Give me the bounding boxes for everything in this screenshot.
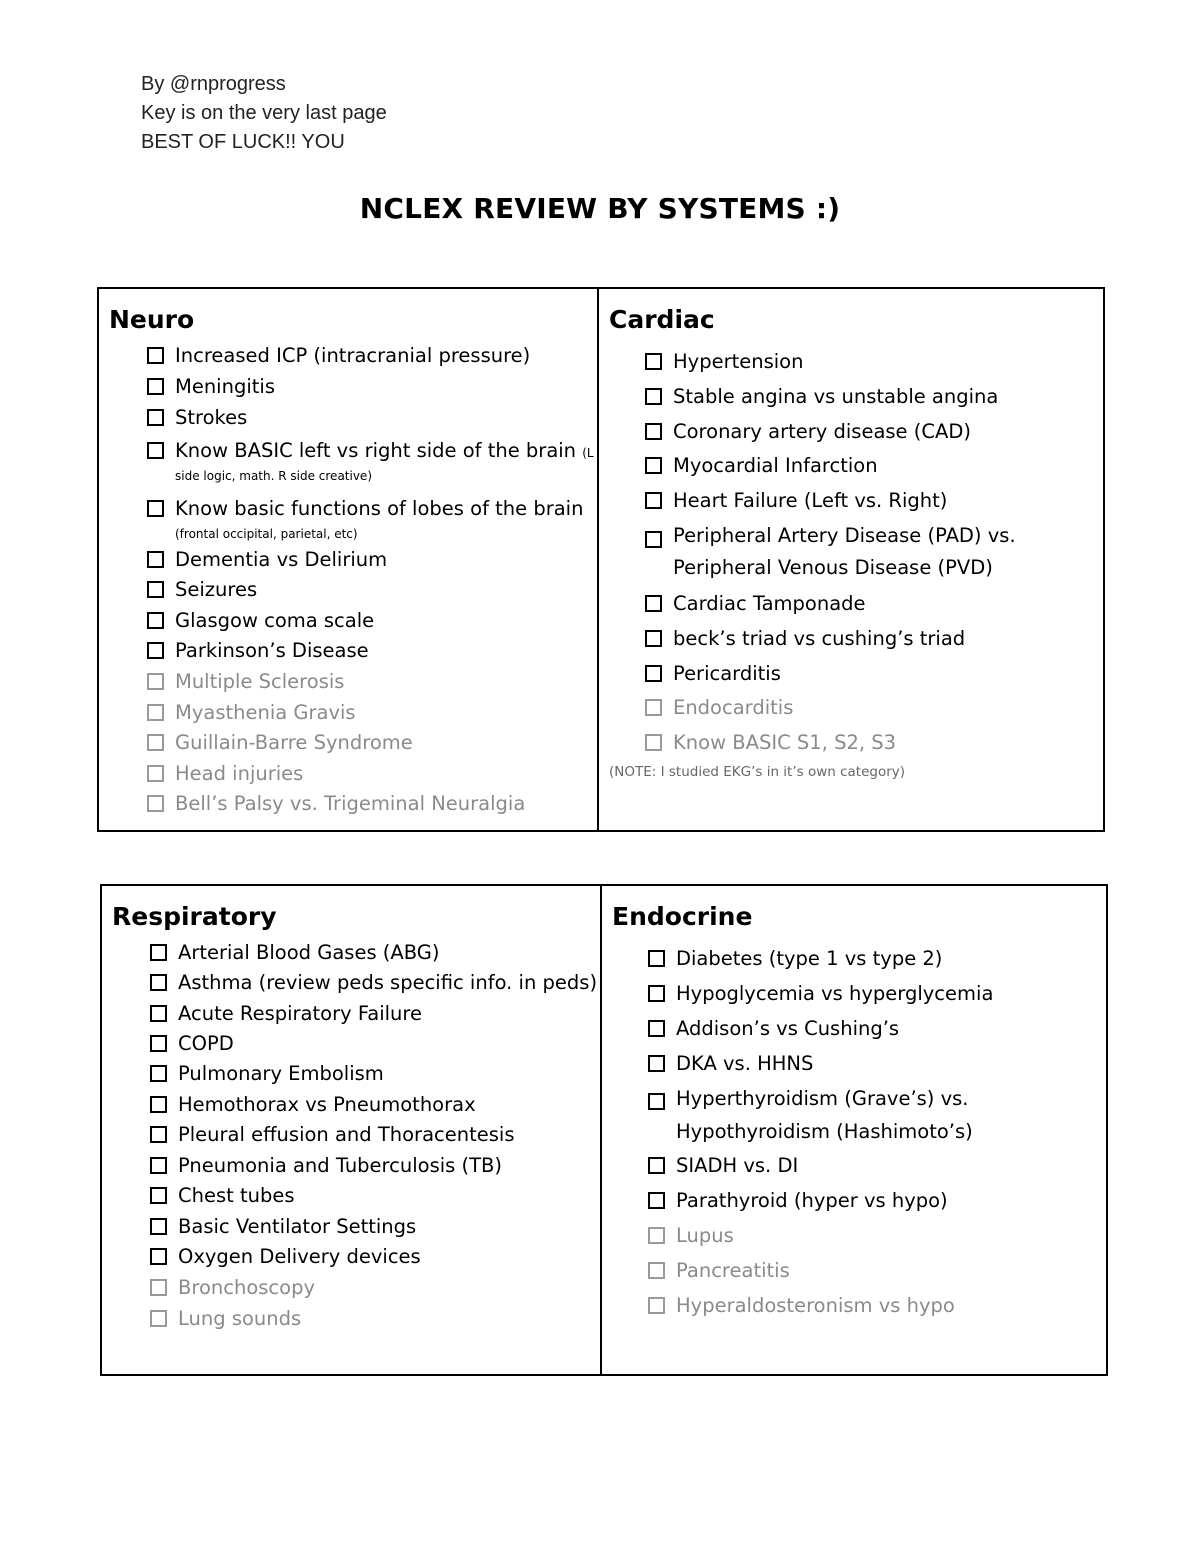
checkbox-icon[interactable] (648, 985, 665, 1002)
list-item[interactable]: Know BASIC S1, S2, S3 (645, 731, 1016, 764)
list-item[interactable]: Know BASIC left vs right side of the brain (L side logic, math. R side creative) (147, 439, 594, 497)
checkbox-icon[interactable] (645, 665, 662, 682)
checkbox-icon[interactable] (645, 734, 662, 751)
checkbox-icon[interactable] (150, 1187, 167, 1204)
list-item[interactable]: Stable angina vs unstable angina (645, 385, 1016, 420)
checkbox-icon[interactable] (147, 347, 164, 364)
list-item[interactable]: Cardiac Tamponade (645, 592, 1016, 627)
checkbox-icon[interactable] (147, 551, 164, 568)
respiratory-list (150, 941, 597, 1337)
author-line: By @rnprogress (141, 73, 286, 95)
checkbox-icon[interactable] (147, 409, 164, 426)
checkbox-icon[interactable] (150, 974, 167, 991)
header (141, 70, 387, 157)
checkbox-icon[interactable] (147, 581, 164, 598)
list-item[interactable]: Bronchoscopy (150, 1276, 597, 1307)
list-item[interactable]: Diabetes (type 1 vs type 2) (648, 947, 993, 982)
neuro-list (147, 344, 594, 822)
list-item[interactable]: Know basic functions of lobes of the brain (frontal occipital, parietal, etc) (147, 497, 594, 548)
list-item[interactable]: Dementia vs Delirium (147, 548, 594, 578)
checkbox-icon[interactable] (648, 1157, 665, 1174)
checkbox-icon[interactable] (147, 734, 164, 751)
checkbox-icon[interactable] (645, 595, 662, 612)
good-luck-line: BEST OF LUCK!! YOU (141, 131, 345, 153)
list-item[interactable]: Increased ICP (intracranial pressure) (147, 344, 594, 375)
endocrine-list (648, 947, 993, 1329)
list-item[interactable]: Parathyroid (hyper vs hypo) (648, 1189, 993, 1224)
checkbox-icon[interactable] (147, 442, 164, 459)
list-item[interactable]: Pancreatitis (648, 1259, 993, 1294)
list-item[interactable]: Glasgow coma scale (147, 609, 594, 639)
list-item[interactable]: Peripheral Artery Disease (PAD) vs. Peripheral Venous Disease (PVD) (645, 524, 1016, 592)
checkbox-icon[interactable] (648, 1262, 665, 1279)
list-item[interactable]: Multiple Sclerosis (147, 670, 594, 701)
checkbox-icon[interactable] (150, 1279, 167, 1296)
list-item[interactable]: Bell’s Palsy vs. Trigeminal Neuralgia (147, 792, 594, 822)
respiratory-title: Respiratory (112, 902, 277, 931)
systems-grid-1 (97, 287, 1105, 832)
checkbox-icon[interactable] (147, 704, 164, 721)
list-item[interactable]: Pericarditis (645, 662, 1016, 696)
list-item[interactable]: Hyperaldosteronism vs hypo (648, 1294, 993, 1329)
list-item[interactable]: Endocarditis (645, 696, 1016, 731)
checkbox-icon[interactable] (648, 1020, 665, 1037)
list-item[interactable]: Hypoglycemia vs hyperglycemia (648, 982, 993, 1017)
ekg-note: (NOTE: I studied EKG’s in it’s own category) (609, 764, 906, 780)
list-item[interactable]: Myasthenia Gravis (147, 701, 594, 731)
cardiac-list (645, 350, 1016, 764)
list-item[interactable]: Arterial Blood Gases (ABG) (150, 941, 597, 971)
page-title: NCLEX REVIEW BY SYSTEMS :) (359, 192, 841, 225)
list-item[interactable]: Head injuries (147, 762, 594, 792)
checkbox-icon[interactable] (645, 531, 662, 548)
list-item[interactable]: Lupus (648, 1224, 993, 1259)
cardiac-title: Cardiac (609, 305, 715, 334)
list-item[interactable]: Asthma (review peds specific info. in peds) (150, 971, 597, 1002)
list-item[interactable]: Pulmonary Embolism (150, 1062, 597, 1093)
list-item[interactable]: Meningitis (147, 375, 594, 406)
list-item[interactable]: Acute Respiratory Failure (150, 1002, 597, 1032)
checkbox-icon[interactable] (645, 353, 662, 370)
key-note-line: Key is on the very last page (141, 102, 387, 124)
checkbox-icon[interactable] (645, 457, 662, 474)
checkbox-icon[interactable] (648, 1192, 665, 1209)
checkbox-icon[interactable] (648, 950, 665, 967)
checkbox-icon[interactable] (645, 388, 662, 405)
list-item[interactable]: beck’s triad vs cushing’s triad (645, 627, 1016, 662)
list-item[interactable]: DKA vs. HHNS (648, 1052, 993, 1086)
checkbox-icon[interactable] (147, 612, 164, 629)
list-item[interactable]: Heart Failure (Left vs. Right) (645, 489, 1016, 524)
neuro-section (99, 289, 599, 830)
checkbox-icon[interactable] (645, 699, 662, 716)
list-item[interactable]: Parkinson’s Disease (147, 639, 594, 670)
list-item[interactable]: COPD (150, 1032, 597, 1062)
checkbox-icon[interactable] (648, 1093, 665, 1110)
list-item[interactable]: Seizures (147, 578, 594, 609)
checkbox-icon[interactable] (645, 492, 662, 509)
list-item[interactable]: Pneumonia and Tuberculosis (TB) (150, 1154, 597, 1184)
checkbox-icon[interactable] (150, 944, 167, 961)
list-item[interactable]: Basic Ventilator Settings (150, 1215, 597, 1245)
list-item[interactable]: Myocardial Infarction (645, 454, 1016, 489)
checkbox-icon[interactable] (648, 1055, 665, 1072)
endocrine-section (602, 886, 1106, 1374)
list-item[interactable]: SIADH vs. DI (648, 1154, 993, 1189)
list-item[interactable]: Hemothorax vs Pneumothorax (150, 1093, 597, 1123)
checkbox-icon[interactable] (150, 1065, 167, 1082)
checkbox-icon[interactable] (150, 1005, 167, 1022)
checkbox-icon[interactable] (645, 630, 662, 647)
list-item[interactable]: Oxygen Delivery devices (150, 1245, 597, 1276)
list-item[interactable]: Chest tubes (150, 1184, 597, 1215)
checkbox-icon[interactable] (648, 1227, 665, 1244)
systems-grid-2 (100, 884, 1108, 1376)
list-item[interactable]: Coronary artery disease (CAD) (645, 420, 1016, 454)
checkbox-icon[interactable] (150, 1126, 167, 1143)
checkbox-icon[interactable] (147, 795, 164, 812)
list-item[interactable]: Addison’s vs Cushing’s (648, 1017, 993, 1052)
checkbox-icon[interactable] (147, 642, 164, 659)
endocrine-title: Endocrine (612, 902, 753, 931)
checkbox-icon[interactable] (150, 1035, 167, 1052)
checkbox-icon[interactable] (150, 1248, 167, 1265)
checkbox-icon[interactable] (648, 1297, 665, 1314)
respiratory-section (102, 886, 602, 1374)
checkbox-icon[interactable] (147, 765, 164, 782)
checkbox-icon[interactable] (150, 1096, 167, 1113)
checkbox-icon[interactable] (147, 500, 164, 517)
checkbox-icon[interactable] (150, 1310, 167, 1327)
checkbox-icon[interactable] (150, 1218, 167, 1235)
list-item[interactable]: Pleural effusion and Thoracentesis (150, 1123, 597, 1154)
list-item[interactable]: Lung sounds (150, 1307, 597, 1337)
list-item[interactable]: Hypertension (645, 350, 1016, 385)
checkbox-icon[interactable] (147, 673, 164, 690)
checkbox-icon[interactable] (147, 378, 164, 395)
checkbox-icon[interactable] (150, 1157, 167, 1174)
neuro-title: Neuro (109, 305, 195, 334)
list-item[interactable]: Guillain-Barre Syndrome (147, 731, 594, 762)
cardiac-section (599, 289, 1103, 830)
list-item[interactable]: Strokes (147, 406, 594, 439)
list-item[interactable]: Hyperthyroidism (Grave’s) vs. Hypothyroidism (Hashimoto’s) (648, 1086, 993, 1154)
checkbox-icon[interactable] (645, 423, 662, 440)
